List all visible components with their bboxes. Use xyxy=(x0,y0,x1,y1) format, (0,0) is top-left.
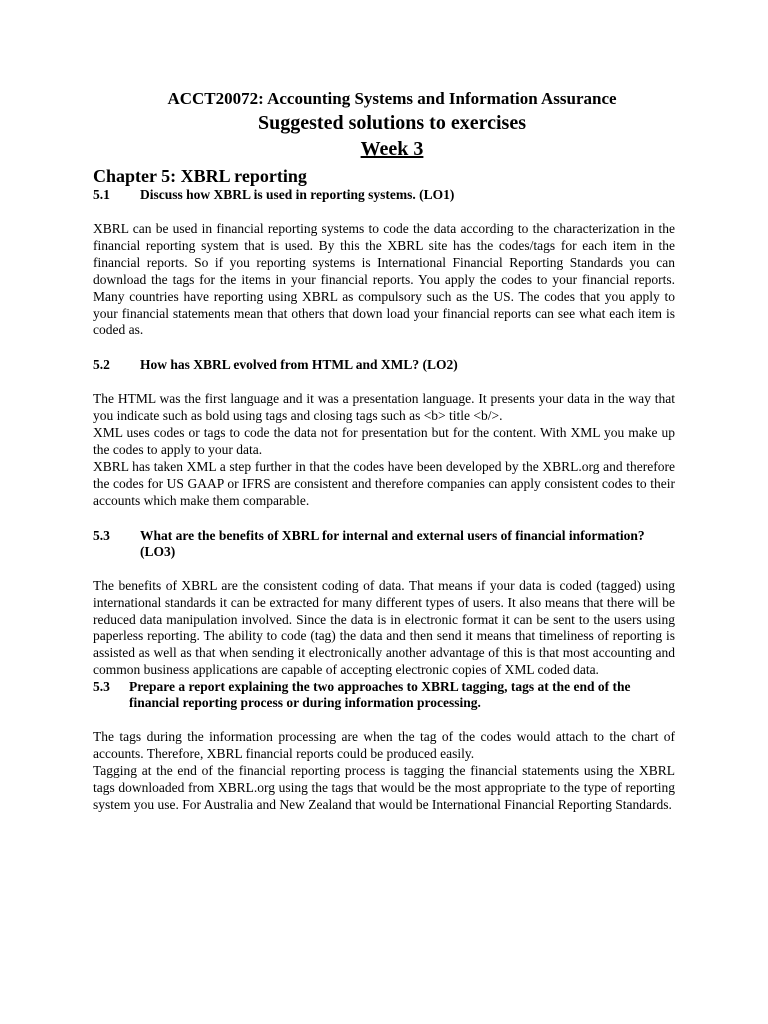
course-title: ACCT20072: Accounting Systems and Information Assurance xyxy=(167,89,617,108)
question-5-3-report xyxy=(93,679,675,711)
document-page xyxy=(93,88,675,814)
answer-5-2-paragraph-2: XML uses codes or tags to code the data not for presentation but for the content. With XML you make up the codes to apply to your data. xyxy=(93,425,675,458)
week-heading: Week 3 xyxy=(360,138,424,160)
answer-5-3-benefits: The benefits of XBRL are the consistent coding of data. That means if your data is coded (tagged) using international standards it can be extracted for many different types of users. It also means that there will be reduced data manipulation involved. Since the data is in electronic format it can be sent to the users using paperless reporting. The ability to code (tag) the data and then send it means that timeliness of reporting is assisted as well as that when sending it electronically another advantage of this is that most accounting and common business applications are capable of accepting electronic copies of XML coded data. xyxy=(93,577,675,678)
question-number: 5.1 xyxy=(93,187,110,202)
question-5-3-benefits xyxy=(93,528,675,560)
question-number: 5.2 xyxy=(93,357,110,373)
chapter-heading: Chapter 5: XBRL reporting xyxy=(93,166,307,186)
question-text: Discuss how XBRL is used in reporting systems. (LO1) xyxy=(140,187,455,202)
answer-5-3-report-paragraph-1: The tags during the information processing are when the tag of the codes would attach to the chart of accounts. Therefore, XBRL financial reports could be produced easily. xyxy=(93,729,675,762)
answer-5-3-report-paragraph-2: Tagging at the end of the financial reporting process is tagging the financial statements using the XBRL tags downloaded from XBRL.org using the tags that would be the most appropriate to the type of reporting system you use. For Australia and New Zealand that would be International Financial Reporting Standards. xyxy=(93,762,675,812)
question-text: What are the benefits of XBRL for internal and external users of financial information? (LO3) xyxy=(140,527,645,559)
document-header xyxy=(93,88,675,162)
document-subtitle: Suggested solutions to exercises xyxy=(258,112,526,134)
question-number: 5.3 xyxy=(93,527,110,543)
question-text: How has XBRL evolved from HTML and XML? (LO2) xyxy=(140,357,458,373)
question-5-1 xyxy=(93,187,675,203)
question-text: Prepare a report explaining the two approaches to XBRL tagging, tags at the end of the financial reporting process or during information processing. xyxy=(129,679,631,711)
answer-5-2-paragraph-3: XBRL has taken XML a step further in that the codes have been developed by the XBRL.org and therefore the codes for US GAAP or IFRS are consistent and therefore companies can apply consistent codes to their accounts which make them comparable. xyxy=(93,458,675,508)
answer-5-1: XBRL can be used in financial reporting systems to code the data according to the characterization in the financial reporting system that is used. By this the XBRL site has the codes/tags for each item in the financial reports. So if you reporting systems is International Financial Reporting Standards you can download the tags for the items in your financial reports. You apply the codes to your financial reports. Many countries have reporting using XBRL as compulsory such as the US. The codes that you apply to your financial statements mean that others that down load your financial reports can see what each item is coded as. xyxy=(93,221,675,338)
question-number: 5.3 xyxy=(93,679,110,695)
answer-5-2-paragraph-1: The HTML was the first language and it was a presentation language. It presents your data in the way that you indicate such as bold using tags and closing tags such as <b> title <b/>. xyxy=(93,391,675,424)
question-5-2 xyxy=(93,357,675,373)
